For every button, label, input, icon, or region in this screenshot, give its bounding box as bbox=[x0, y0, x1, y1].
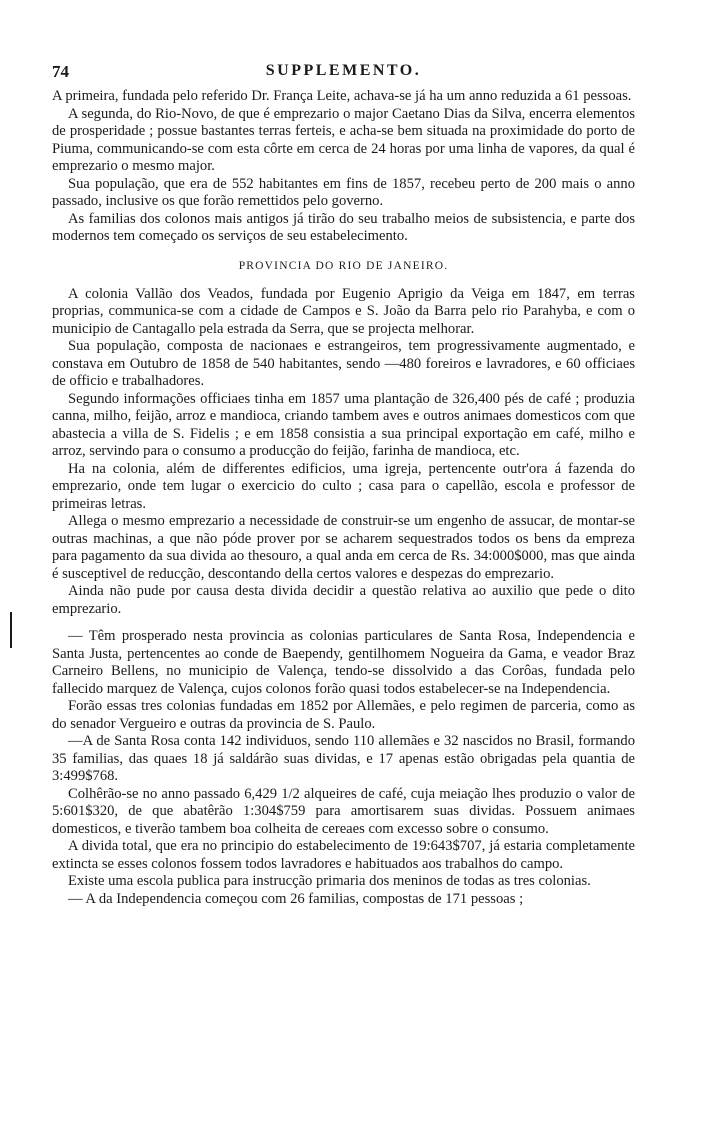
paragraph: Sua população, que era de 552 habitantes em fins de 1857, recebeu perto de 200 mais o anno passado, inclusive os que forão remettidos pelo governo. bbox=[52, 175, 635, 209]
running-head: SUPPLEMENTO. bbox=[265, 62, 422, 79]
paragraph: Forão essas tres colonias fundadas em 1852 por Allemães, e pelo regimen de parceria, como as do senador Vergueiro e outras da provincia de S. Paulo. bbox=[52, 698, 635, 732]
paragraph: — Têm prosperado nesta provincia as colonias particulares de Santa Rosa, Independencia e Santa Justa, pertencentes ao conde de Baependy, gentilhomem Nogueira da Gama, e veador Braz Carneiro Bellens, no municipio de Valença, tendo-se dissolvido a das Corôas, fundada pelo fallecido marquez de Valença, cujos colonos forão quasi todos estabelecer-se na Independencia. bbox=[52, 628, 635, 697]
section-title: PROVINCIA DO RIO DE JANEIRO. bbox=[238, 259, 449, 272]
paragraph: Ha na colonia, além de differentes edificios, uma igreja, pertencente outr'ora á fazenda do emprezario, onde tem lugar o exercicio do culto ; casa para o capellão, escola e professor de primeiras letras. bbox=[52, 460, 635, 512]
page-number: 74 bbox=[52, 62, 69, 81]
paragraph: Ainda não pude por causa desta divida decidir a questão relativa ao auxilio que pede o dito emprezario. bbox=[52, 583, 635, 617]
body-text bbox=[52, 88, 635, 908]
paragraph: A divida total, que era no principio do estabelecimento de 19:643$707, já estaria completamente extincta se esses colonos fossem todos lavradores e habituados aos trabalhos do campo. bbox=[52, 838, 635, 872]
paragraph: Allega o mesmo emprezario a necessidade de construir-se um engenho de assucar, de montar-se outras machinas, a que não póde prover por se acharem sequestrados todos os bens da empreza para pagamento da sua divida ao thesouro, a qual anda em cerca de Rs. 34:000$000, mas que ainda é susceptivel de reducção, descontando della certos valores e despezas do emprezario. bbox=[52, 513, 635, 582]
paragraph: As familias dos colonos mais antigos já tirão do seu trabalho meios de subsistencia, e parte dos modernos tem começado os serviços de seu estabelecimento. bbox=[52, 210, 635, 244]
paragraph: A colonia Vallão dos Veados, fundada por Eugenio Aprigio da Veiga em 1847, em terras proprias, communica-se com a cidade de Campos e S. João da Barra pelo rio Parahyba, e com o municipio de Cantagallo pela estrada da Serra, que se projecta melhorar. bbox=[52, 285, 635, 337]
paragraph: Sua população, composta de nacionaes e estrangeiros, tem progressivamente augmentado, e constava em Outubro de 1858 de 540 habitantes, sendo —480 foreiros e lavradores, e 60 officiaes de officio e trabalhadores. bbox=[52, 338, 635, 389]
paragraph: Segundo informações officiaes tinha em 1857 uma plantação de 326,400 pés de café ; produzia canna, milho, feijão, arroz e mandioca, criando tambem aves e outros animaes domesticos com que abastecia a villa de S. Fidelis ; e em 1858 consistia a sua principal exportação em café, milho e arroz, servindo para o consumo a producção do feijão, farinha de mandioca, etc. bbox=[52, 390, 635, 459]
paragraph: Existe uma escola publica para instrucção primaria dos meninos de todas as tres colonias. bbox=[68, 873, 591, 889]
paragraph: A primeira, fundada pelo referido Dr. França Leite, achava-se já ha um anno reduzida a 61 pessoas. bbox=[52, 88, 632, 104]
page-header bbox=[52, 58, 635, 86]
paragraph: A segunda, do Rio-Novo, de que é emprezario o major Caetano Dias da Silva, encerra elementos de prosperidade ; possue bastantes terras ferteis, e acha-se bem situada na proximidade do porto de Piuma, communicando-se com esta côrte em cerca de 24 horas por uma linha de vapores, da qual é emprezario o mesmo major. bbox=[52, 105, 635, 174]
paragraph: — A da Independencia começou com 26 familias, compostas de 171 pessoas ; bbox=[68, 890, 524, 907]
margin-mark bbox=[10, 612, 12, 648]
paragraph: Colhêrão-se no anno passado 6,429 1/2 alqueires de café, cuja meiação lhes produzio o valor de 5:601$320, de que abatêrão 1:304$759 para amortisarem suas dividas. Possuem animaes domesticos, e tiverão tambem boa colheita de cereaes com excesso sobre o consumo. bbox=[52, 785, 635, 837]
paragraph: —A de Santa Rosa conta 142 individuos, sendo 110 allemães e 32 nascidos no Brasil, formando 35 familias, das quaes 18 já saldárão suas dividas, e 17 apenas estão obrigadas pela quantia de 3:499$768. bbox=[52, 733, 635, 784]
